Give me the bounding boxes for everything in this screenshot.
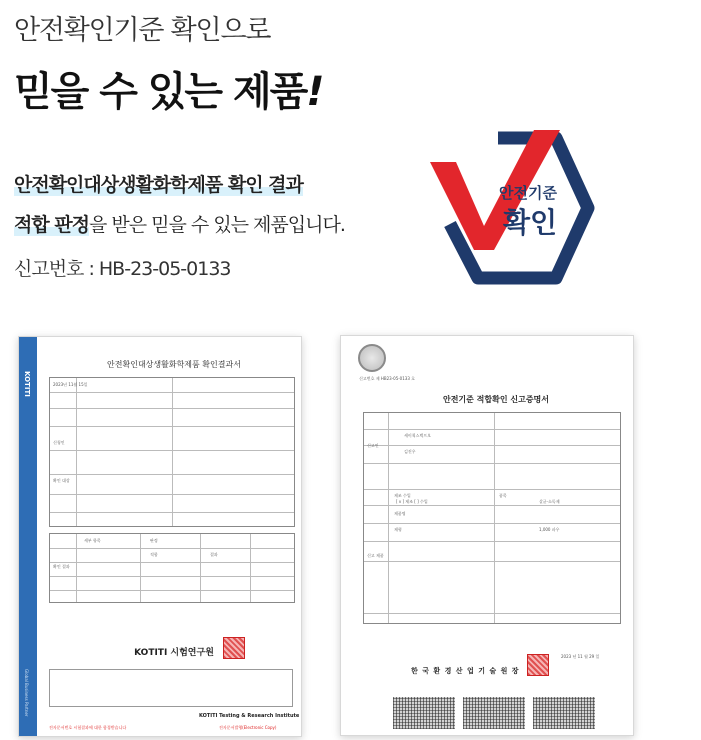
- headline-text: 믿을 수 있는 제품: [14, 69, 307, 115]
- row-label-manufacture: 제조 수입: [394, 493, 411, 498]
- certificate-date: 2023 년 11 월 29 일: [561, 654, 600, 659]
- certificate-issuer: 한 국 환 경 산 업 기 술 원 장: [411, 667, 520, 675]
- kotiti-sidebar-logo: KOTITI: [23, 371, 31, 397]
- logo-main-text: 확인: [502, 206, 558, 239]
- value-manufacture-type: [ v ] 제조 [ ] 수입: [396, 499, 428, 504]
- value-capacity: 1,000 파우: [539, 527, 560, 532]
- document-title: 안전확인대상생활화학제품 확인결과서: [107, 360, 241, 369]
- row-label-product: 신고 제품: [367, 553, 384, 558]
- certificate-title: 안전기준 적합확인 신고증명서: [442, 395, 550, 404]
- sidebar-footer-text: Global Business Partner: [24, 668, 29, 716]
- barcode-strip-2: [463, 697, 525, 729]
- description-line-1: [14, 170, 303, 197]
- barcode-strip-3: [533, 697, 595, 729]
- result-header-result: 결과: [210, 552, 218, 557]
- footer-org: KOTITI Testing & Research Institute: [199, 713, 300, 719]
- pass-verdict-text: 적합 판정: [14, 214, 90, 236]
- report-number: 신고번호 : HB-23-05-0133: [14, 258, 231, 280]
- safety-standard-check-logo: [428, 128, 606, 288]
- highlighted-phrase: 안전확인대상생활화학제품 확인 결과: [14, 174, 303, 196]
- page-headline: [14, 60, 323, 117]
- barcode-strip-1: [393, 697, 455, 729]
- headline-exclamation: !: [306, 69, 323, 115]
- notes-box: [49, 669, 293, 707]
- red-seal-stamp: [223, 637, 245, 659]
- applicant-table: [49, 377, 295, 527]
- page-subtitle: 안전확인기준 확인으로: [14, 15, 271, 46]
- logo-top-text: 안전기준: [499, 184, 557, 202]
- row-label-category: 품목: [499, 493, 507, 498]
- value-company: 세이퀵스벅프오: [404, 433, 432, 438]
- document-sidebar: [19, 337, 37, 736]
- kotiti-result-document: [18, 336, 302, 737]
- row-label-product-name: 제품명: [394, 511, 406, 516]
- description-line-2-rest: 을 받은 믿을 수 있는 제품입니다.: [89, 214, 345, 236]
- row-label-form: 제형: [394, 527, 402, 532]
- row-label-applicant: 신고인: [367, 443, 379, 448]
- table-label-result: 확인 결과: [53, 564, 70, 569]
- certificate-serial: 신고번호 제 HB23-05-0133 호: [359, 376, 415, 381]
- value-category: 살균·소독제: [539, 499, 560, 504]
- keiti-certificate-document: [340, 335, 634, 736]
- result-header-item: 세부 항목: [84, 538, 101, 543]
- issuer-seal-stamp: [527, 654, 549, 676]
- footer-red-right: 전자문서발행(Electronic Copy): [219, 725, 277, 730]
- result-value-pass: 적합: [150, 552, 158, 557]
- footer-red-left: 전자문서번호 시험결과에 대한 함경받습니다: [49, 725, 127, 730]
- description-line-2: [14, 210, 345, 237]
- government-seal-icon: [358, 344, 386, 372]
- table-date: 2023년 11월 15일: [53, 382, 88, 387]
- certificate-table: [363, 412, 621, 624]
- table-label-applicant: 신청인: [53, 440, 65, 445]
- table-label-target: 확인 대상: [53, 478, 70, 483]
- lab-name: KOTITI 시험연구원: [134, 648, 214, 658]
- result-table: [49, 533, 295, 603]
- result-header-verdict: 판정: [150, 538, 158, 543]
- value-representative: 김진우: [404, 449, 416, 454]
